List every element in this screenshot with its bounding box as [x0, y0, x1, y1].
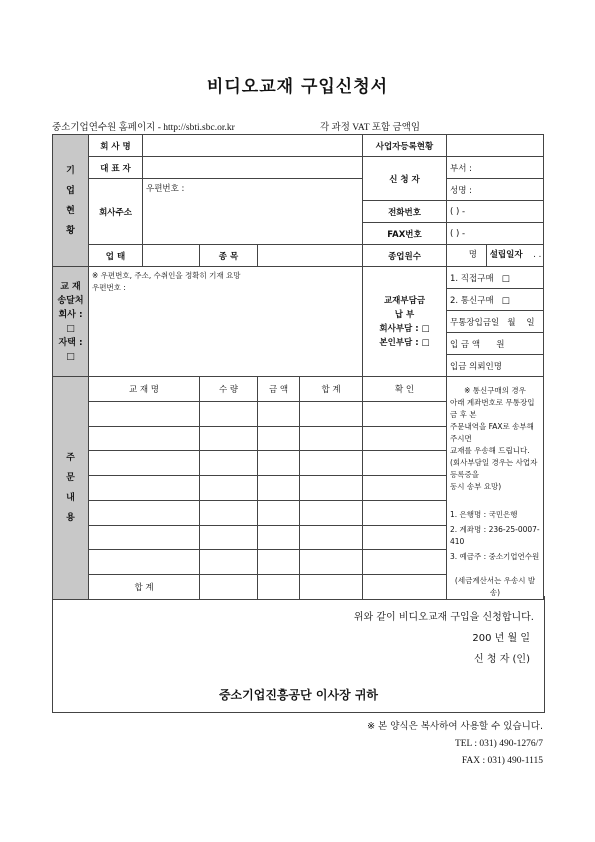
company-pay-checkbox[interactable]: 회사부담 : □	[379, 323, 430, 334]
mail-purchase-option[interactable]: 2. 통신구매 □	[447, 289, 544, 311]
col-price: 금 액	[258, 377, 300, 402]
ceo-field[interactable]	[143, 157, 363, 179]
payment-cell: 교재부담금 납 부 회사부담 : □ 본인부담 : □	[363, 267, 447, 377]
biz-reg-field[interactable]	[447, 135, 544, 157]
person-field[interactable]: 성명 :	[447, 179, 544, 201]
phone-field[interactable]: ( ) -	[447, 201, 544, 223]
employees-label: 종업원수	[363, 245, 447, 267]
signature-block	[52, 596, 545, 713]
address-field[interactable]: 우편번호 :	[143, 179, 363, 245]
mail-order-note: ※ 통신구매의 경우 아래 계좌번호로 무통장입금 후 본 주문내역을 FAX로 송부해 주시면 교재를 우송해 드립니다. (회사부담일 경우는 사업자등록증을 동시 송부 요망) 1. 은행명 : 국민은행 2. 계좌명 : 236-25-0007-410 3. 예금주 : 중소기업연수원 (세금계산서는 우송시 발송)	[447, 377, 544, 600]
phone-label: 전화번호	[363, 201, 447, 223]
delivery-section-label: 교 재 송달처 회사 : □ 자택 : □	[53, 267, 89, 377]
page-title: 비디오교재 구입신청서	[206, 77, 389, 97]
ceo-label: 대 표 자	[89, 157, 143, 179]
item-label: 종 목	[200, 245, 258, 267]
self-pay-checkbox[interactable]: 본인부담 : □	[379, 337, 430, 348]
fax-field[interactable]: ( ) -	[447, 223, 544, 245]
statement: 위와 같이 비디오교재 구입을 신청합니다.	[353, 612, 534, 623]
col-confirm: 확 인	[363, 377, 447, 402]
col-qty: 수 량	[200, 377, 258, 402]
company-name-field[interactable]	[143, 135, 363, 157]
col-subtotal: 합 계	[300, 377, 363, 402]
company-section-label: 기업현황	[53, 135, 89, 267]
direct-purchase-option[interactable]: 1. 직접구매 □	[447, 267, 544, 289]
vat-note: 각 과정 VAT 포함 금액임	[320, 123, 420, 133]
applicant-sign-line[interactable]: 신 청 자 (인)	[474, 654, 530, 665]
application-form	[52, 134, 544, 600]
date-line[interactable]: 200 년 월 일	[472, 633, 530, 644]
item-field[interactable]	[258, 245, 363, 267]
business-field[interactable]	[143, 245, 200, 267]
deposit-date-field[interactable]: 무통장입금일 월 일	[447, 311, 544, 333]
col-title: 교 재 명	[89, 377, 200, 402]
tel-number: TEL : 031) 490-1276/7	[454, 739, 543, 749]
copy-note: ※ 본 양식은 복사하여 사용할 수 있습니다.	[367, 721, 543, 732]
fax-number: FAX : 031) 490-1115	[461, 756, 543, 766]
employees-founded-cell[interactable]: 명 설립일자 . .	[447, 245, 544, 267]
depositor-field[interactable]: 입금 의뢰인명	[447, 355, 544, 377]
fax-label: FAX번호	[363, 223, 447, 245]
recipient: 중소기업진흥공단 이사장 귀하	[218, 688, 379, 702]
total-label: 합 계	[89, 575, 200, 600]
delivery-address-field[interactable]: ※ 우편번호, 주소, 수취인을 정확히 기재 요망 우편번호 :	[89, 267, 363, 377]
business-label: 업 태	[89, 245, 143, 267]
biz-reg-label: 사업자등록현황	[363, 135, 447, 157]
deposit-amount-field[interactable]: 입 금 액 원	[447, 333, 544, 355]
company-name-label: 회 사 명	[89, 135, 143, 157]
address-label: 회사주소	[89, 179, 143, 245]
dept-field[interactable]: 부서 :	[447, 157, 544, 179]
homepage-note: 중소기업연수원 홈페이지 - http://sbti.sbc.or.kr	[52, 123, 235, 133]
order-section-label: 주문내용	[53, 377, 89, 600]
applicant-label: 신 청 자	[363, 157, 447, 201]
